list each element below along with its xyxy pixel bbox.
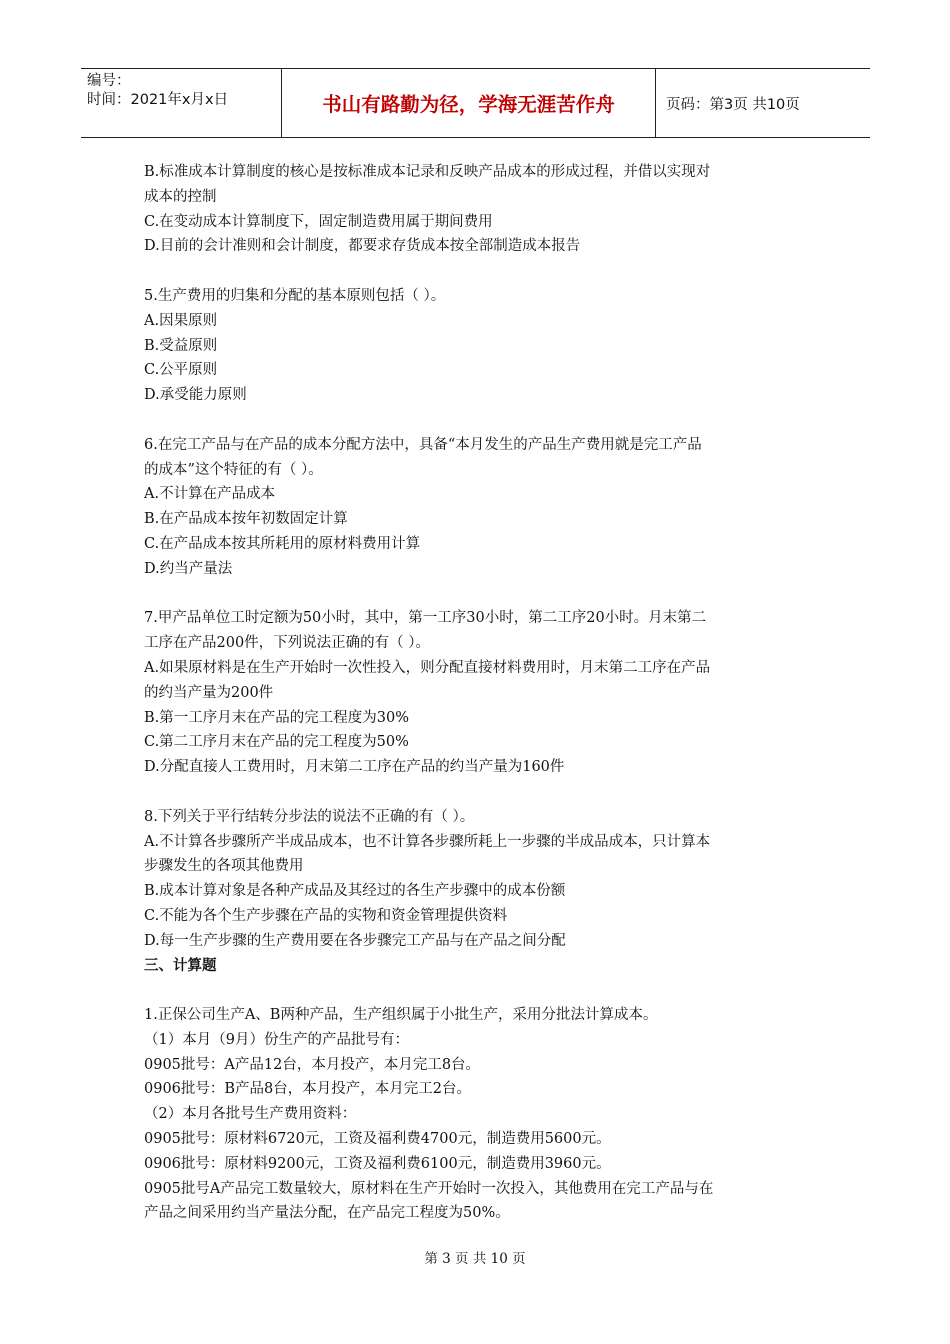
document-body — [144, 160, 804, 1226]
header-left-cell — [81, 69, 282, 137]
text-line: 步骤发生的各项其他费用 — [144, 858, 304, 875]
text-line: 0905批号A产品完工数量较大，原材料在生产开始时一次投入，其他费用在完工产品与在 — [144, 1180, 714, 1197]
text-line: 工序在产品200件，下列说法正确的有（ ）。 — [144, 635, 431, 652]
blank-line — [144, 780, 804, 805]
text-line: C.公平原则 — [144, 362, 218, 379]
text-line: B.标准成本计算制度的核心是按标准成本记录和反映产品成本的形成过程，并借以实现对 — [144, 164, 711, 180]
text-line: 0906批号：原材料9200元，工资及福利费6100元，制造费用3960元。 — [144, 1155, 611, 1172]
text-line: D.每一生产步骤的生产费用要在各步骤完工产品与在产品之间分配 — [144, 932, 566, 949]
text-line: 的成本”这个特征的有（ ）。 — [144, 461, 323, 478]
text-line: B.受益原则 — [144, 337, 218, 354]
text-line: 5.生产费用的归集和分配的基本原则包括（ ）。 — [144, 287, 446, 304]
text-line: C.第二工序月末在产品的完工程度为50% — [144, 734, 409, 751]
time-label: 时间：2021年x月x日 — [87, 92, 229, 108]
text-line: （2）本月各批号生产费用资料： — [144, 1106, 357, 1123]
text-line: D.承受能力原则 — [144, 387, 247, 404]
page-footer: 第 3 页 共 10 页 — [424, 1251, 526, 1267]
text-line: D.分配直接人工费用时，月末第二工序在产品的约当产量为160件 — [144, 759, 565, 776]
blank-line — [144, 259, 804, 284]
text-line: 的约当产量为200件 — [144, 684, 274, 701]
text-line: A.不计算在产品成本 — [144, 486, 276, 503]
motto: 书山有路勤为径，学海无涯苦作舟 — [282, 69, 656, 137]
text-line: D.约当产量法 — [144, 560, 233, 577]
blank-line — [144, 978, 804, 1003]
questions-block — [144, 160, 804, 954]
blank-line — [144, 408, 804, 433]
text-line: D.目前的会计准则和会计制度，都要求存货成本按全部制造成本报告 — [144, 238, 581, 255]
calculation-block — [144, 978, 804, 1226]
text-line: 0905批号：原材料6720元，工资及福利费4700元，制造费用5600元。 — [144, 1131, 611, 1148]
text-line: A.如果原材料是在生产开始时一次性投入，则分配直接材料费用时，月末第二工序在产品 — [144, 659, 711, 676]
text-line: A.因果原则 — [144, 312, 218, 329]
number-label: 编号： — [87, 73, 131, 89]
text-line: 产品之间采用约当产量法分配，在产品完工程度为50%。 — [144, 1205, 510, 1222]
blank-line — [144, 582, 804, 607]
text-line: C.不能为各个生产步骤在产品的实物和资金管理提供资料 — [144, 907, 508, 924]
text-line: B.成本计算对象是各种产成品及其经过的各生产步骤中的成本份额 — [144, 883, 566, 900]
text-line: A.不计算各步骤所产半成品成本，也不计算各步骤所耗上一步骤的半成品成本，只计算本 — [144, 833, 711, 850]
text-line: 0905批号：A产品12台，本月投产，本月完工8台。 — [144, 1056, 481, 1073]
text-line: B.在产品成本按年初数固定计算 — [144, 511, 348, 528]
text-line: C.在变动成本计算制度下，固定制造费用属于期间费用 — [144, 213, 493, 230]
text-line: 成本的控制 — [144, 188, 217, 205]
page-header — [81, 68, 870, 138]
text-line: 7.甲产品单位工时定额为50小时，其中，第一工序30小时，第二工序20小时。月末第二 — [144, 610, 707, 627]
text-line: 0906批号：B产品8台，本月投产，本月完工2台。 — [144, 1081, 472, 1098]
section-title: 三、计算题 — [144, 957, 217, 974]
text-line: B.第一工序月末在产品的完工程度为30% — [144, 709, 409, 726]
text-line: 6.在完工产品与在产品的成本分配方法中，具备“本月发生的产品生产费用就是完工产品 — [144, 436, 702, 453]
text-line: （1）本月（9月）份生产的产品批号有： — [144, 1031, 409, 1048]
text-line: 8.下列关于平行结转分步法的说法不正确的有（ ）。 — [144, 808, 475, 825]
text-line: 1.正保公司生产A、B两种产品，生产组织属于小批生产，采用分批法计算成本。 — [144, 1007, 658, 1024]
text-line: C.在产品成本按其所耗用的原材料费用计算 — [144, 535, 421, 552]
page-info: 页码：第3页 共10页 — [666, 96, 800, 113]
